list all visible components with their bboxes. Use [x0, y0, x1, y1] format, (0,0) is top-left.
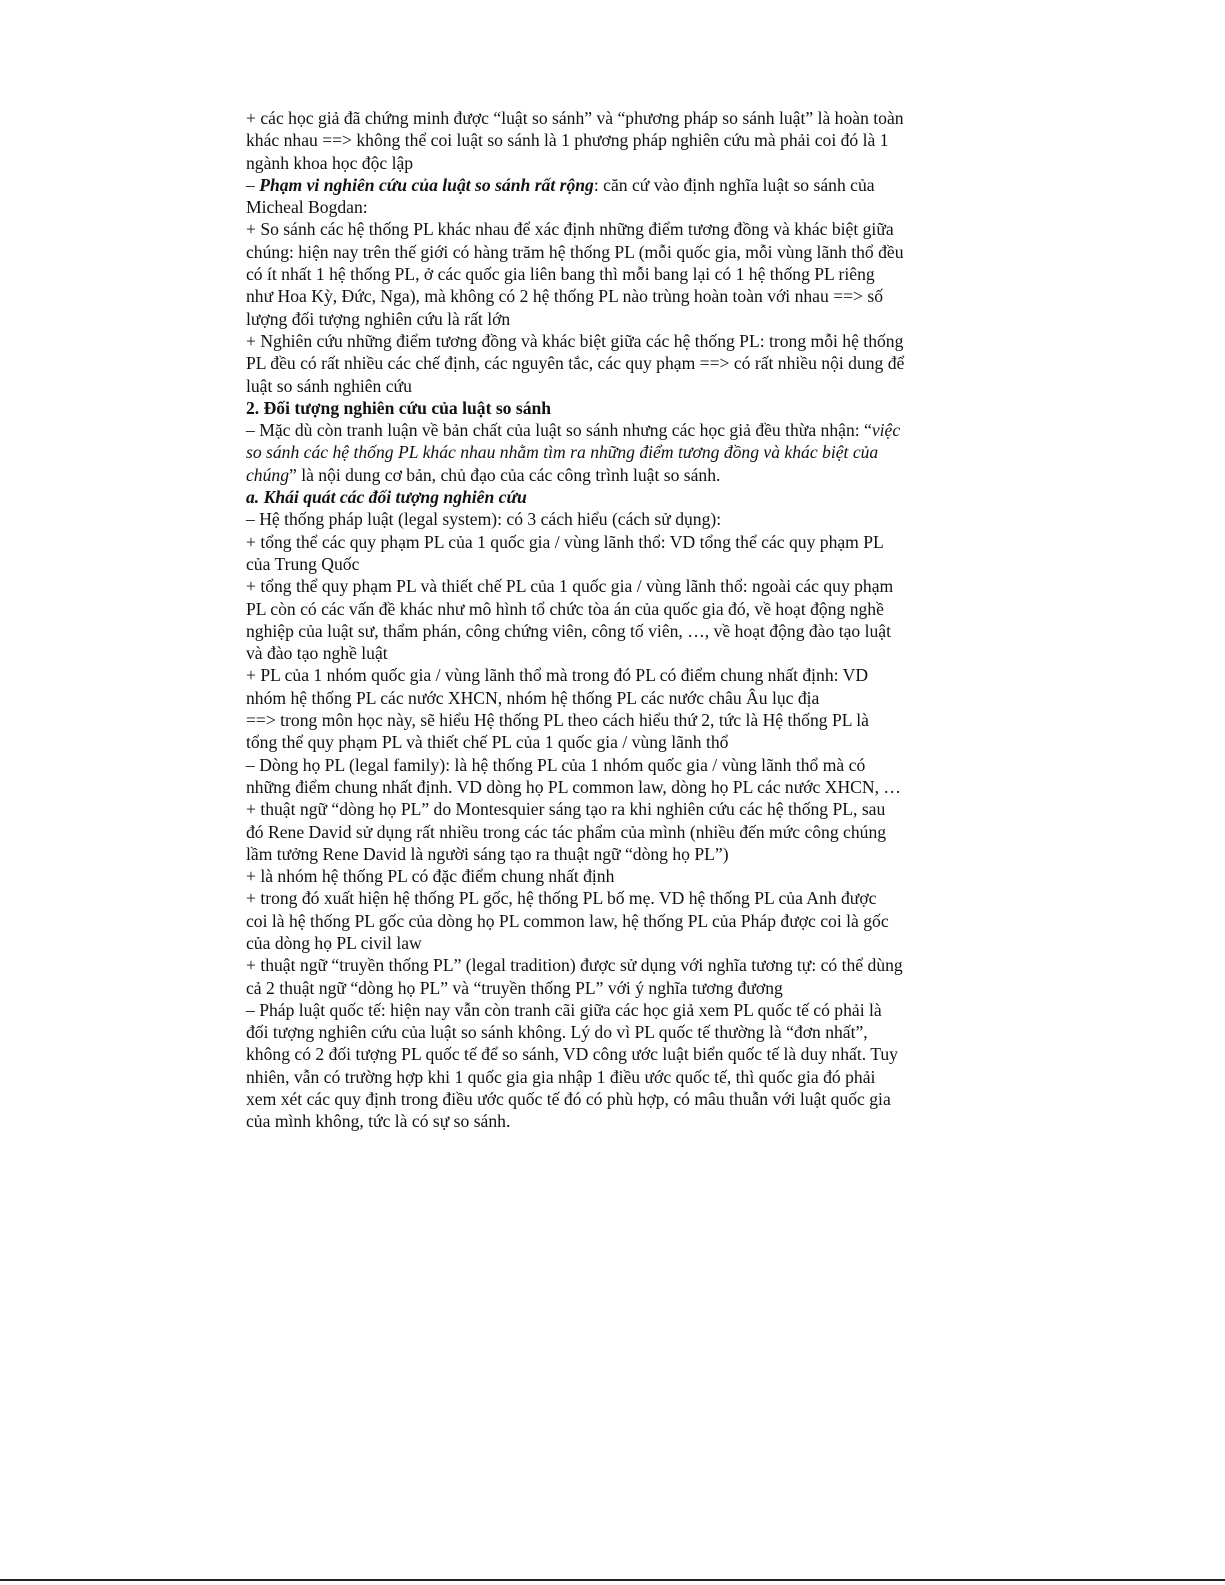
text-run: coi là hệ thống PL gốc của dòng họ PL common law, hệ thống PL của Pháp được coi là gốc — [246, 910, 889, 931]
text-line — [246, 218, 981, 240]
text-line — [246, 107, 981, 129]
text-line — [246, 1088, 981, 1110]
text-run: + các học giả đã chứng minh được “luật so sánh” và “phương pháp so sánh luật” là hoàn toàn — [246, 108, 904, 128]
text-run: những điểm chung nhất định. VD dòng họ PL common law, dòng họ PL các nước XHCN, … — [246, 776, 901, 797]
text-run: của dòng họ PL civil law — [246, 932, 422, 953]
text-line — [246, 798, 981, 820]
text-run: : căn cứ vào định nghĩa luật so sánh của — [593, 174, 875, 195]
text-line — [246, 1021, 981, 1043]
text-line — [246, 910, 981, 932]
text-run: + PL của 1 nhóm quốc gia / vùng lãnh thổ mà trong đó PL có điểm chung nhất định: VD — [246, 665, 869, 686]
text-run: chúng: hiện nay trên thế giới có hàng trăm hệ thống PL (mỗi quốc gia, mỗi vùng lãnh thổ đều — [246, 241, 904, 262]
text-line — [246, 731, 981, 753]
text-run: ” là nội dung cơ bản, chủ đạo của các công trình luật so sánh. — [289, 464, 721, 485]
text-run: của Trung Quốc — [246, 553, 360, 574]
text-run: nhiên, vẫn có trường hợp khi 1 quốc gia gia nhập 1 điều ước quốc tế, thì quốc gia đó phải — [246, 1066, 876, 1087]
text-run: – Pháp luật quốc tế: hiện nay vẫn còn tranh cãi giữa các học giả xem PL quốc tế có phải là — [246, 999, 882, 1020]
text-line — [246, 375, 981, 397]
text-line — [246, 865, 981, 887]
text-run: lầm tưởng Rene David là người sáng tạo ra thuật ngữ “dòng họ PL”) — [246, 843, 729, 864]
text-line — [246, 575, 981, 597]
text-run: tổng thể quy phạm PL và thiết chế PL của 1 quốc gia / vùng lãnh thổ — [246, 732, 729, 753]
text-run: + thuật ngữ “truyền thống PL” (legal tradition) được sử dụng với nghĩa tương tự: có thể dùng — [246, 955, 903, 976]
text-line — [246, 821, 981, 843]
text-run: đó Rene David sử dụng rất nhiều trong các tác phẩm của mình (nhiều đến mức công chúng — [246, 821, 887, 842]
text-run: Micheal Bogdan: — [246, 197, 368, 218]
text-line — [246, 620, 981, 642]
text-line — [246, 932, 981, 954]
text-line — [246, 642, 981, 664]
text-line — [246, 397, 981, 419]
text-run: 2. Đối tượng nghiên cứu của luật so sánh — [246, 397, 552, 418]
text-run: Phạm vi nghiên cứu của luật so sánh rất rộng — [259, 174, 594, 195]
text-run: + thuật ngữ “dòng họ PL” do Montesquier sáng tạo ra khi nghiên cứu các hệ thống PL, sau — [246, 799, 886, 820]
text-line — [246, 330, 981, 352]
text-line — [246, 664, 981, 686]
text-run: như Hoa Kỳ, Đức, Nga), mà không có 2 hệ thống PL nào trùng hoàn toàn với nhau ==> số — [246, 286, 884, 307]
text-line — [246, 977, 981, 999]
text-run: không có 2 đối tượng PL quốc tế để so sánh, VD công ước luật biển quốc tế là duy nhất. Tuy — [246, 1044, 898, 1065]
text-line — [246, 754, 981, 776]
text-line — [246, 486, 981, 508]
text-run: PL còn có các vấn đề khác như mô hình tổ chức tòa án của quốc gia đó, về hoạt động nghề — [246, 598, 884, 619]
text-run: + trong đó xuất hiện hệ thống PL gốc, hệ thống PL bố mẹ. VD hệ thống PL của Anh được — [246, 888, 877, 909]
text-line — [246, 508, 981, 530]
text-run: khác nhau ==> không thể coi luật so sánh là 1 phương pháp nghiên cứu mà phải coi đó là 1 — [246, 130, 889, 151]
text-line — [246, 263, 981, 285]
text-line — [246, 419, 981, 441]
text-line — [246, 776, 981, 798]
text-line — [246, 887, 981, 909]
text-run: đối tượng nghiên cứu của luật so sánh không. Lý do vì PL quốc tế thường là “đơn nhất”, — [246, 1022, 868, 1043]
text-line — [246, 129, 981, 151]
text-line — [246, 152, 981, 174]
text-line — [246, 241, 981, 263]
text-run: có ít nhất 1 hệ thống PL, ở các quốc gia liên bang thì mỗi bang lại có 1 hệ thống PL riêng — [246, 264, 875, 285]
text-line — [246, 843, 981, 865]
text-run: + tổng thể các quy phạm PL của 1 quốc gia / vùng lãnh thổ: VD tổng thể các quy phạm PL — [246, 531, 884, 552]
text-run: + Nghiên cứu những điểm tương đồng và khác biệt giữa các hệ thống PL: trong mỗi hệ thống — [246, 330, 904, 351]
text-run: – Dòng họ PL (legal family): là hệ thống PL của 1 nhóm quốc gia / vùng lãnh thổ mà có — [246, 754, 866, 775]
text-run: PL đều có rất nhiều các chế định, các nguyên tắc, các quy phạm ==> có rất nhiều nội dung để — [246, 353, 905, 374]
text-run: nghiệp của luật sư, thẩm phán, công chứng viên, công tố viên, …, về hoạt động đào tạo luật — [246, 620, 891, 641]
text-line — [246, 1110, 981, 1132]
text-run: – — [246, 174, 260, 195]
text-run: so sánh các hệ thống PL khác nhau nhằm tìm ra những điểm tương đồng và khác biệt của — [246, 442, 879, 463]
text-run: ngành khoa học độc lập — [246, 152, 414, 173]
text-line — [246, 464, 981, 486]
text-run: ==> trong môn học này, sẽ hiểu Hệ thống PL theo cách hiểu thứ 2, tức là Hệ thống PL là — [246, 710, 869, 731]
text-run: việc — [871, 420, 901, 441]
text-line — [246, 687, 981, 709]
text-line — [246, 352, 981, 374]
text-run: và đào tạo nghề luật — [246, 643, 388, 664]
text-line — [246, 174, 981, 196]
text-line — [246, 441, 981, 463]
text-run: + là nhóm hệ thống PL có đặc điểm chung nhất định — [246, 866, 615, 887]
document-body — [246, 107, 981, 1133]
text-run: + So sánh các hệ thống PL khác nhau để xác định những điểm tương đồng và khác biệt giữa — [246, 219, 894, 240]
text-run: của mình không, tức là có sự so sánh. — [246, 1111, 511, 1132]
page-bottom-border — [0, 1579, 1225, 1581]
text-run: nhóm hệ thống PL các nước XHCN, nhóm hệ thống PL các nước châu Âu lục địa — [246, 687, 820, 708]
text-line — [246, 308, 981, 330]
text-line — [246, 196, 981, 218]
text-line — [246, 709, 981, 731]
text-run: chúng — [246, 464, 289, 485]
text-line — [246, 954, 981, 976]
text-run: – Mặc dù còn tranh luận về bản chất của luật so sánh nhưng các học giả đều thừa nhận: “ — [246, 420, 872, 441]
text-run: cả 2 thuật ngữ “dòng họ PL” và “truyền thống PL” với ý nghĩa tương đương — [246, 977, 783, 998]
text-line — [246, 598, 981, 620]
text-run: + tổng thể quy phạm PL và thiết chế PL của 1 quốc gia / vùng lãnh thổ: ngoài các quy phạm — [246, 576, 894, 597]
text-run: a. Khái quát các đối tượng nghiên cứu — [246, 487, 527, 508]
text-line — [246, 1043, 981, 1065]
text-run: xem xét các quy định trong điều ước quốc tế đó có phù hợp, có mâu thuẫn với luật quốc gia — [246, 1089, 891, 1110]
text-run: – Hệ thống pháp luật (legal system): có 3 cách hiểu (cách sử dụng): — [246, 509, 722, 530]
text-run: lượng đối tượng nghiên cứu là rất lớn — [246, 308, 511, 329]
text-line — [246, 999, 981, 1021]
text-line — [246, 285, 981, 307]
text-line — [246, 531, 981, 553]
text-line — [246, 1066, 981, 1088]
text-run: luật so sánh nghiên cứu — [246, 375, 412, 396]
text-line — [246, 553, 981, 575]
